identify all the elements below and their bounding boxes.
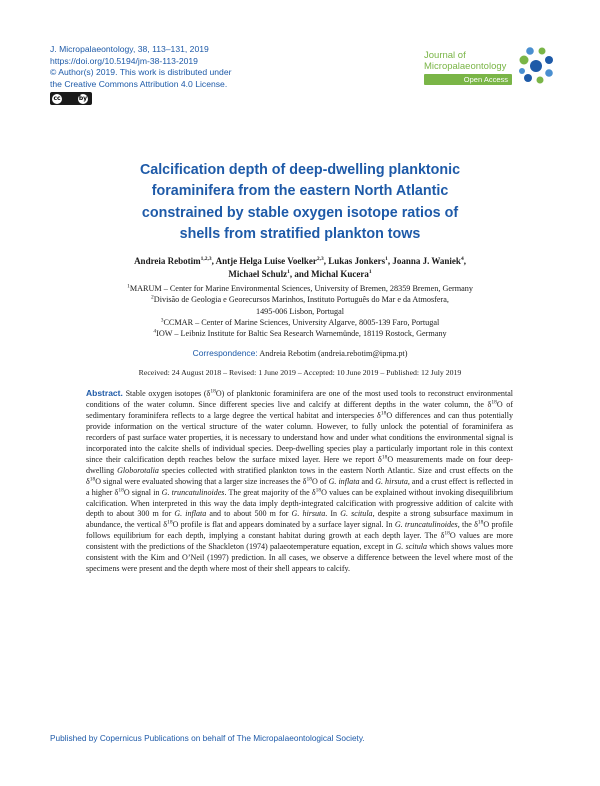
title-line: Calcification depth of deep-dwelling planktonic [139,162,461,178]
isotope-sup: 18 [315,486,322,493]
author-affil-sup: 1,2,3 [200,256,212,262]
title-line: constrained by stable oxygen isotope ratios of [141,204,459,221]
affil-number: 4 [153,328,157,335]
title-line: shells from stratified plankton tows [179,225,421,242]
cc-icon: cc [53,94,61,102]
affiliations [60,283,540,339]
open-access-label: Open Access [463,75,508,84]
abstract-text: , despite a strong subsurface maximum in abundance, the vertical δ [86,509,513,530]
taxon-name: G. hirsuta [291,509,326,519]
affil-text: Divisão de Geologia e Georecursos Marinhos, Instituto Português do Mar e da Atmosfera, [153,295,449,305]
abstract-text: and [359,476,376,486]
correspondence-label: Correspondence: [192,348,258,358]
taxon-name: G. scitula [340,509,373,519]
abstract-text: which shows values more consistent with the Kim and O’Neil (1997) prediction. In all cases, we observe a difference between the level where most of the specimens were present and the depth where most of their shell appears to calcify. [86,542,513,574]
affil-text: IOW – Leibniz Institute for Baltic Sea Research Warnemünde, 18119 Rostock, Germany [156,329,447,339]
journal-logo[interactable] [424,46,554,92]
abstract-text: O of sedimentary foraminifera reflects to a large degree the vertical habitat and interspecies δ [86,399,514,420]
author: Michael Schulz [228,268,288,279]
abstract-text: , the δ [457,520,478,530]
by-icon: by [78,94,88,102]
author: Joanna J. Waniek [392,256,461,266]
abstract-text: O measurements made on four deep-dwelling [86,454,513,475]
citation: J. Micropalaeontology, 38, 113–131, 2019 [50,44,209,54]
taxon-name: Globorotalia [117,465,159,475]
author: Lukas Jonkers [328,256,386,266]
affil-number: 3 [160,317,164,324]
author-affil-sup: 4 [460,256,464,262]
copyright-line: © Author(s) 2019. This work is distributed under [50,67,232,78]
journal-name [424,50,506,72]
isotope-sup: 18 [167,519,173,526]
isotope-sup: 18 [118,486,124,493]
abstract-text: O of [311,476,329,486]
abstract-text: . The great majority of the δ [224,487,316,497]
abstract-label: Abstract. [86,388,123,398]
correspondence-email[interactable]: Andreia Rebotim (andreia.rebotim@ipma.pt) [259,349,408,358]
abstract-text: O) of planktonic foraminifera are one of the most used tools to reconstruct environmental conditions of the water column. Since different species live and calcify at different depths in the water column, the δ [86,389,513,409]
title-line: foraminifera from the eastern North Atlantic [151,183,449,200]
abstract-text: O signal in [123,487,162,497]
doi-link[interactable]: https://doi.org/10.5194/jm-38-113-2019 [50,55,198,66]
taxon-name: G. inflata [328,476,360,486]
affiliation [60,283,540,294]
journal-name-line2: Micropalaeontology [424,61,507,72]
cc-by-badge[interactable] [50,92,92,105]
author-affil-sup: 2,3 [316,256,324,262]
abstract-text: O values can be explained without invoking disequilibrium calcification. When interpreted in this way the data imply depth-integrated calcification with progressive addition of calcite with depth to about 300 m for [86,487,513,519]
isotope-sup: 18 [380,410,387,417]
abstract-text: species collected with stratified plankton tows in the eastern North Atlantic. Size and crust effects on the δ [86,465,513,486]
isotope-sup: 18 [210,388,216,395]
taxon-name: G. inflata [174,509,207,519]
foraminifera-logo-icon [516,46,556,86]
abstract-text: , and a crust effect is reflected in a higher δ [86,476,513,497]
abstract [86,388,513,575]
license-link[interactable]: the Creative Commons Attribution 4.0 License. [50,78,228,89]
isotope-sup: 18 [444,530,450,537]
isotope-sup: 18 [477,519,484,526]
publisher-footer: Published by Copernicus Publications on behalf of The Micropalaeontological Society. [50,733,365,743]
author-affil-sup: 1 [385,256,388,262]
correspondence [60,348,540,359]
journal-name-line1: Journal of [424,50,466,61]
author: Andreia Rebotim [134,256,201,266]
affiliation [60,328,540,339]
isotope-sup: 18 [381,454,388,461]
author: Antje Helga Luise Voelker [215,256,317,266]
abstract-text: O values are more consistent with the predictions of the Shackleton (1974) palaeotemperature equation, except in [86,531,514,552]
abstract-text: O profile is flat and appears dominated by a surface layer signal. In [172,520,395,530]
article-metadata [50,44,231,109]
taxon-name: G. hirsuta [375,476,408,486]
affil-text: CCMAR – Center of Marine Sciences, University Algarve, 8005-139 Faro, Portugal [163,317,440,327]
abstract-text: . In [325,509,341,519]
author-list: Andreia Rebotim$^{1,2,3}$, Antje Helga Luise Voelker$^{2,3}$, Lukas Jonkers$^1$, Joanna J. Waniek$^4$, Michael Schulz$^1$, and Michal Kucera$^1$ [134,256,466,279]
affil-number: 1 [127,283,130,290]
affil-number: 2 [151,294,154,301]
isotope-sup: 18 [306,475,312,482]
open-access-badge [424,74,512,85]
article-dates: Received: 24 August 2018 – Revised: 1 June 2019 – Accepted: 10 June 2019 – Published: 12 July 2019 [138,368,462,377]
abstract-text: O profile follows equilibrium for each depth, implying a constant habitat during growth at each depth layer. The δ [86,520,513,541]
abstract-text: O differences and can thus potentially provide information on the vertical structure of the water column. However, to fully unlock the potential of foraminifera as recorders of past surface water properties, it is necessary to understand how and under what conditions the environmental signal is incorporated into the calcite shells of individual species. Deep-dwelling species play a particularly important role in this context since their calcification depth reaches below the surface mixed layer. Here we report δ [86,410,513,464]
taxon-name: G. truncatulinoides [161,487,225,497]
author-affil-sup: 1 [368,268,372,275]
taxon-name: G. truncatulinoides [394,520,458,530]
isotope-sup: 18 [89,475,96,482]
author: Michal Kucera [311,268,369,279]
abstract-text: Stable oxygen isotopes (δ [125,389,211,398]
abstract-text: O signal were evaluated showing that a larger size increases the δ [95,476,307,486]
affiliation-cont: 1495-006 Lisbon, Portugal [255,306,344,316]
taxon-name: G. scitula [395,542,428,552]
affiliation [60,317,540,328]
affil-text: MARUM – Center for Marine Environmental Sciences, University of Bremen, 28359 Bremen, Germany [129,284,473,293]
article-title [60,160,540,245]
author-affil-sup: 1 [287,268,290,275]
affiliation [60,294,540,305]
isotope-sup: 18 [491,399,497,406]
abstract-text: and to about 500 m for [206,509,292,519]
